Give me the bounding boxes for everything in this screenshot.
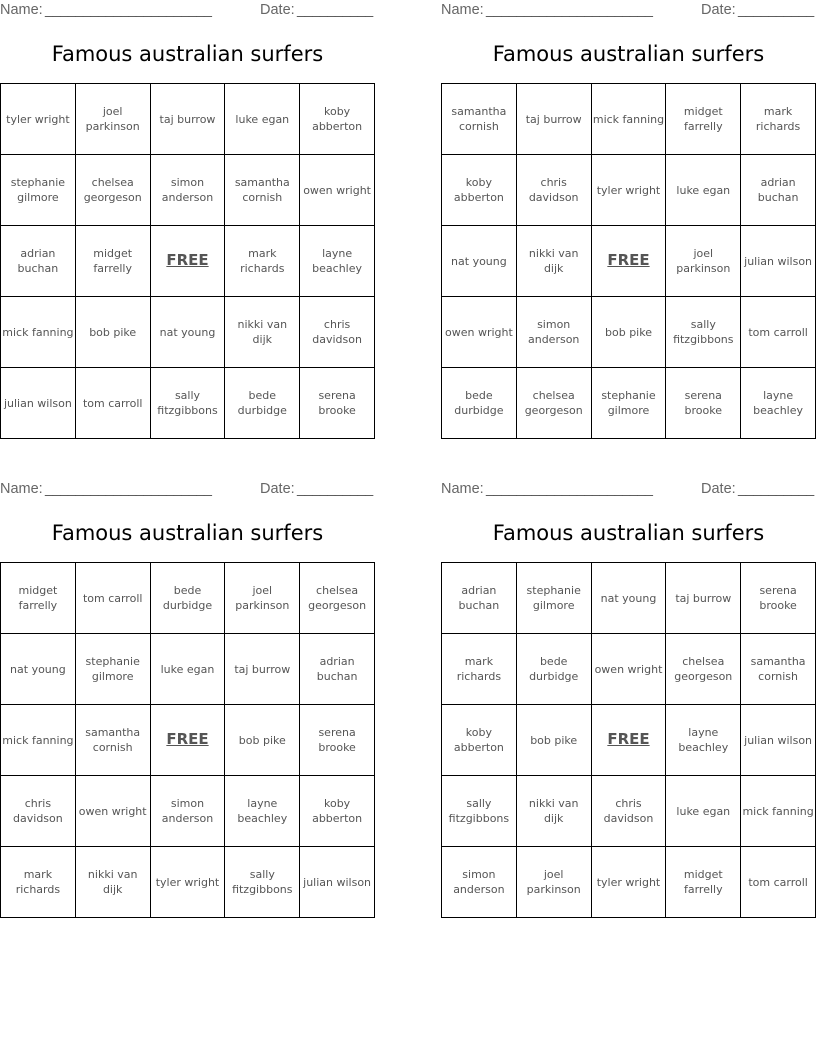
- bingo-card-3: [0, 479, 375, 919]
- bingo-cell: bob pike: [591, 297, 666, 368]
- bingo-cell: taj burrow: [150, 84, 225, 155]
- date-line[interactable]: __________: [738, 481, 814, 497]
- bingo-cell: tom carroll: [741, 297, 816, 368]
- name-line[interactable]: ______________________: [486, 2, 653, 18]
- bingo-cell: mick fanning: [741, 776, 816, 847]
- grid-row: [1, 368, 375, 439]
- bingo-cell: julian wilson: [1, 368, 76, 439]
- bingo-cell: julian wilson: [741, 705, 816, 776]
- name-label: Name:: [0, 2, 43, 18]
- bingo-cell: nat young: [442, 226, 517, 297]
- bingo-grid: [441, 562, 816, 918]
- bingo-cell: sally fitzgibbons: [666, 297, 741, 368]
- bingo-grid: [441, 83, 816, 439]
- bingo-cell: joel parkinson: [75, 84, 150, 155]
- bingo-cell: luke egan: [225, 84, 300, 155]
- bingo-cell: serena brooke: [300, 368, 375, 439]
- grid-row: [442, 297, 816, 368]
- bingo-cell: tyler wright: [150, 847, 225, 918]
- grid-row: [442, 226, 816, 297]
- bingo-card-2: [441, 0, 816, 440]
- bingo-cell: luke egan: [150, 634, 225, 705]
- bingo-cell: nikki van dijk: [516, 226, 591, 297]
- bingo-cell: koby abberton: [300, 84, 375, 155]
- bingo-cell: tyler wright: [591, 847, 666, 918]
- bingo-cell: koby abberton: [442, 705, 517, 776]
- bingo-cell: chris davidson: [591, 776, 666, 847]
- free-space-cell: [150, 226, 225, 297]
- grid-row: [1, 705, 375, 776]
- card-header: [0, 479, 375, 499]
- date-label: Date:: [260, 2, 295, 18]
- grid-row: [1, 297, 375, 368]
- card-title: Famous australian surfers: [492, 42, 765, 66]
- date-label: Date:: [701, 2, 736, 18]
- bingo-cell: layne beachley: [300, 226, 375, 297]
- bingo-cell: chris davidson: [516, 155, 591, 226]
- free-space-label: FREE: [166, 730, 209, 748]
- bingo-cell: samantha cornish: [225, 155, 300, 226]
- bingo-cell: chelsea georgeson: [300, 563, 375, 634]
- grid-row: [442, 84, 816, 155]
- free-space-cell: [591, 226, 666, 297]
- bingo-cell: midget farrelly: [75, 226, 150, 297]
- bingo-cell: bede durbidge: [442, 368, 517, 439]
- bingo-cell: samantha cornish: [442, 84, 517, 155]
- grid-row: [1, 776, 375, 847]
- free-space-label: FREE: [607, 251, 650, 269]
- bingo-cell: joel parkinson: [666, 226, 741, 297]
- name-line[interactable]: ______________________: [45, 481, 212, 497]
- bingo-cell: nikki van dijk: [225, 297, 300, 368]
- name-label: Name:: [441, 2, 484, 18]
- grid-row: [442, 368, 816, 439]
- bingo-cell: simon anderson: [516, 297, 591, 368]
- bingo-cell: serena brooke: [300, 705, 375, 776]
- grid-row: [1, 84, 375, 155]
- date-line[interactable]: __________: [297, 2, 373, 18]
- bingo-cell: simon anderson: [442, 847, 517, 918]
- bingo-cell: bede durbidge: [225, 368, 300, 439]
- free-space-cell: [150, 705, 225, 776]
- date-line[interactable]: __________: [297, 481, 373, 497]
- bingo-cell: taj burrow: [225, 634, 300, 705]
- bingo-cell: tom carroll: [75, 368, 150, 439]
- bingo-cell: sally fitzgibbons: [225, 847, 300, 918]
- bingo-cell: julian wilson: [741, 226, 816, 297]
- grid-row: [442, 776, 816, 847]
- bingo-cell: bede durbidge: [150, 563, 225, 634]
- bingo-cell: mick fanning: [591, 84, 666, 155]
- bingo-cell: tom carroll: [75, 563, 150, 634]
- bingo-cell: nat young: [591, 563, 666, 634]
- bingo-cell: mark richards: [225, 226, 300, 297]
- bingo-cell: nikki van dijk: [75, 847, 150, 918]
- bingo-cell: samantha cornish: [75, 705, 150, 776]
- bingo-cell: adrian buchan: [741, 155, 816, 226]
- bingo-cell: bede durbidge: [516, 634, 591, 705]
- bingo-cell: simon anderson: [150, 155, 225, 226]
- bingo-card-4: [441, 479, 816, 919]
- card-title: Famous australian surfers: [51, 521, 324, 545]
- bingo-cell: nikki van dijk: [516, 776, 591, 847]
- bingo-grid: [0, 562, 375, 918]
- grid-row: [442, 705, 816, 776]
- bingo-cell: chris davidson: [300, 297, 375, 368]
- bingo-cell: tyler wright: [1, 84, 76, 155]
- bingo-cell: luke egan: [666, 776, 741, 847]
- bingo-cell: chelsea georgeson: [666, 634, 741, 705]
- card-header: [441, 0, 816, 20]
- bingo-cell: stephanie gilmore: [516, 563, 591, 634]
- card-title: Famous australian surfers: [492, 521, 765, 545]
- bingo-cell: mark richards: [442, 634, 517, 705]
- bingo-cell: stephanie gilmore: [1, 155, 76, 226]
- bingo-cell: bob pike: [516, 705, 591, 776]
- bingo-cell: bob pike: [75, 297, 150, 368]
- grid-row: [1, 563, 375, 634]
- bingo-cell: tyler wright: [591, 155, 666, 226]
- bingo-cell: sally fitzgibbons: [150, 368, 225, 439]
- bingo-cell: koby abberton: [442, 155, 517, 226]
- grid-row: [1, 226, 375, 297]
- bingo-cell: layne beachley: [225, 776, 300, 847]
- bingo-cell: serena brooke: [741, 563, 816, 634]
- grid-row: [442, 634, 816, 705]
- bingo-cell: layne beachley: [666, 705, 741, 776]
- bingo-cell: adrian buchan: [1, 226, 76, 297]
- bingo-cell: owen wright: [75, 776, 150, 847]
- grid-row: [442, 155, 816, 226]
- grid-row: [1, 847, 375, 918]
- bingo-cell: stephanie gilmore: [591, 368, 666, 439]
- card-header: [0, 0, 375, 20]
- bingo-cell: chelsea georgeson: [516, 368, 591, 439]
- name-line[interactable]: ______________________: [45, 2, 212, 18]
- free-space-label: FREE: [607, 730, 650, 748]
- bingo-cell: owen wright: [300, 155, 375, 226]
- name-label: Name:: [441, 481, 484, 497]
- bingo-cell: midget farrelly: [666, 847, 741, 918]
- card-header: [441, 479, 816, 499]
- bingo-cell: mick fanning: [1, 297, 76, 368]
- bingo-cell: joel parkinson: [516, 847, 591, 918]
- bingo-cell: layne beachley: [741, 368, 816, 439]
- bingo-cell: sally fitzgibbons: [442, 776, 517, 847]
- bingo-cell: adrian buchan: [300, 634, 375, 705]
- bingo-cell: midget farrelly: [1, 563, 76, 634]
- grid-row: [1, 634, 375, 705]
- bingo-cell: nat young: [150, 297, 225, 368]
- bingo-cell: simon anderson: [150, 776, 225, 847]
- grid-row: [442, 563, 816, 634]
- bingo-cell: julian wilson: [300, 847, 375, 918]
- grid-row: [442, 847, 816, 918]
- bingo-cell: owen wright: [591, 634, 666, 705]
- bingo-card-1: [0, 0, 375, 440]
- bingo-cell: mark richards: [1, 847, 76, 918]
- bingo-grid: [0, 83, 375, 439]
- bingo-cell: tom carroll: [741, 847, 816, 918]
- bingo-cell: taj burrow: [666, 563, 741, 634]
- bingo-cell: taj burrow: [516, 84, 591, 155]
- bingo-cell: stephanie gilmore: [75, 634, 150, 705]
- bingo-cell: mick fanning: [1, 705, 76, 776]
- name-line[interactable]: ______________________: [486, 481, 653, 497]
- card-title: Famous australian surfers: [51, 42, 324, 66]
- bingo-cell: owen wright: [442, 297, 517, 368]
- date-label: Date:: [701, 481, 736, 497]
- grid-row: [1, 155, 375, 226]
- bingo-cell: bob pike: [225, 705, 300, 776]
- bingo-cell: mark richards: [741, 84, 816, 155]
- bingo-cell: koby abberton: [300, 776, 375, 847]
- bingo-cell: luke egan: [666, 155, 741, 226]
- bingo-cell: serena brooke: [666, 368, 741, 439]
- date-label: Date:: [260, 481, 295, 497]
- name-label: Name:: [0, 481, 43, 497]
- free-space-cell: [591, 705, 666, 776]
- date-line[interactable]: __________: [738, 2, 814, 18]
- bingo-cell: joel parkinson: [225, 563, 300, 634]
- bingo-cell: midget farrelly: [666, 84, 741, 155]
- bingo-cell: adrian buchan: [442, 563, 517, 634]
- bingo-cell: chelsea georgeson: [75, 155, 150, 226]
- bingo-cell: nat young: [1, 634, 76, 705]
- free-space-label: FREE: [166, 251, 209, 269]
- bingo-cell: chris davidson: [1, 776, 76, 847]
- bingo-cell: samantha cornish: [741, 634, 816, 705]
